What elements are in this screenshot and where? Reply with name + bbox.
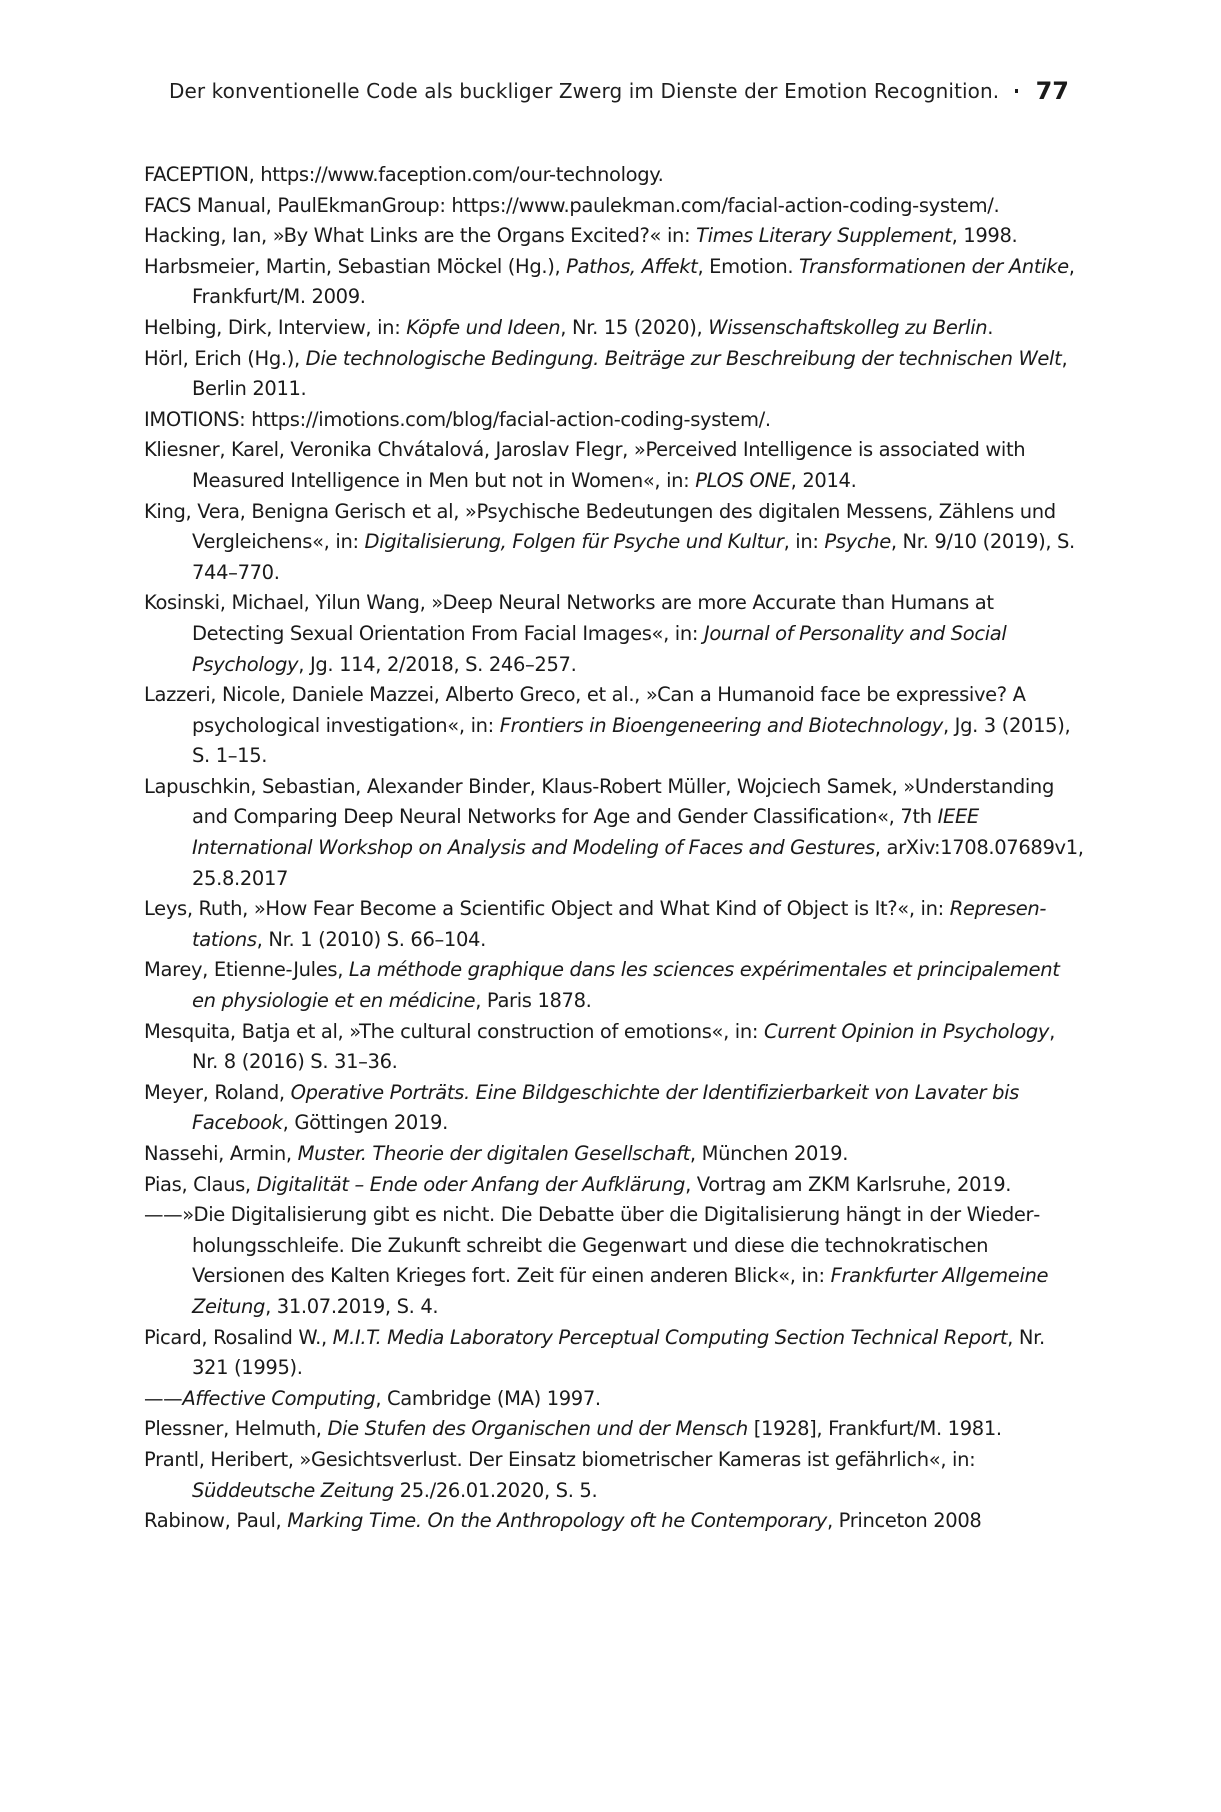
bibliography-entry (144, 1445, 1084, 1506)
entry-text: . (987, 315, 994, 339)
entry-title-italic: Journal of Personality and Social Psychology (192, 621, 1013, 676)
entry-text: , Cambridge (MA) 1997. (375, 1386, 601, 1410)
entry-title-italic: Köpfe und Ideen (406, 315, 561, 339)
entry-text: [1928], Frankfurt/M. 1981. (747, 1417, 1002, 1441)
entry-text: FACEPTION, https://www.faception.com/our-technology. (144, 163, 664, 186)
entry-text: , Jg. 3 (2015), S. 1–15. (192, 713, 1077, 768)
entry-title-italic: Current Opinion in Psychology (763, 1019, 1050, 1043)
entry-text: ——»Die Digitalisierung gibt es nicht. Die Debatte über die Digitalisierung hängt in der Wiederholungsschleife. Die Zukunft schreibt die Gegenwart und diese die technokratischen Versionen des Kalten Krieges fort. Zeit für einen anderen Blick«, in: (144, 1203, 1041, 1288)
entry-text: Mesquita, Batja et al, »The cultural construction of emotions«, in: (144, 1019, 764, 1043)
entry-text: , Nr. 1 (2010) S. 66–104. (256, 927, 486, 951)
entry-title-italic: M.I.T. Media Laboratory Perceptual Computing Section Technical Report (332, 1325, 1008, 1349)
entry-text: Marey, Etienne-Jules, (144, 958, 349, 982)
entry-text: King, Vera, Benigna Gerisch et al, »Psychische Bedeutungen des digitalen Messens, Zählens und Vergleichens«, in: (144, 499, 1062, 554)
entry-text: Lapuschkin, Sebastian, Alexander Binder, Klaus-Robert Müller, Wojciech Samek, »Understanding and Comparing Deep Neural Networks for Age and Gender Classification«, 7th (144, 774, 1060, 829)
entry-title-italic: Representations (192, 897, 1047, 951)
entry-text: , 31.07.2019, S. 4. (265, 1294, 439, 1318)
entry-title-italic: Times Literary Supplement (696, 224, 952, 248)
entry-title-italic: La méthode graphique dans les sciences expérimentales et principalement en physiologie et en médicine (192, 958, 1066, 1013)
bibliography-entry (144, 588, 1084, 680)
bibliography-entry (144, 894, 1084, 955)
entry-text: Hörl, Erich (Hg.), (144, 346, 306, 370)
entry-title-italic: Die technologische Bedingung. Beiträge zur Beschreibung der technischen Welt (305, 346, 1062, 370)
bibliography-entry (144, 435, 1084, 496)
entry-text: 25./26.01.2020, S. 5. (393, 1478, 598, 1502)
bibliography-entry (144, 497, 1084, 589)
entry-text: Harbsmeier, Martin, Sebastian Möckel (Hg.), (144, 254, 567, 278)
entry-text: Lazzeri, Nicole, Daniele Mazzei, Alberto Greco, et al., »Can a Humanoid face be expressive? A psychological investigation«, in: (144, 683, 1032, 737)
bibliography-entry (144, 1384, 1084, 1415)
entry-text: Helbing, Dirk, Interview, in: (144, 315, 407, 339)
bibliography-entry (144, 1139, 1084, 1170)
entry-title-italic: Marking Time. On the Anthropology oft he Contemporary (287, 1509, 827, 1533)
entry-title-italic: Digitalität – Ende oder Anfang der Aufklärung (256, 1172, 686, 1196)
entry-text: , Nr. 8 (2016) S. 31–36. (192, 1019, 1061, 1074)
entry-text: Plessner, Helmuth, (144, 1417, 328, 1441)
bibliography-entry (144, 160, 1084, 191)
bibliography-entry (144, 772, 1090, 894)
entry-title-italic: Wissenschaftskolleg zu Berlin (708, 315, 988, 339)
entry-text: , München 2019. (689, 1142, 849, 1165)
header-rule (1015, 89, 1017, 93)
entry-text: , in: (783, 530, 825, 554)
bibliography-entry (144, 1506, 1084, 1537)
entry-text: FACS Manual, PaulEkmanGroup: https://www.paulekman.com/facial-action-coding-system/. (144, 193, 1000, 217)
bibliography-entry (144, 1170, 1084, 1201)
entry-title-italic: Operative Porträts. Eine Bildgeschichte der Identifizierbarkeit von Lavater bis Facebook (192, 1080, 1025, 1135)
entry-title-italic: IEEE International Workshop on Analysis and Modeling of Faces and Gestures (192, 805, 985, 860)
bibliography-entry (144, 221, 1084, 252)
entry-title-italic: Muster. Theorie der digitalen Gesellschaft (297, 1142, 690, 1165)
entry-text: , Jg. 114, 2/2018, S. 246–257. (298, 652, 577, 676)
bibliography-entry (144, 955, 1084, 1016)
entry-title-italic: Psyche (824, 530, 891, 554)
running-title: Der konventionelle Code als buckliger Zwerg im Dienste der Emotion Recognition. (169, 79, 1000, 103)
entry-text: , 1998. (951, 224, 1018, 248)
entry-text: Prantl, Heribert, »Gesichtsverlust. Der Einsatz biometrischer Kameras ist gefährlich«, in: (144, 1447, 982, 1471)
bibliography-entry (144, 680, 1084, 772)
entry-text: , Emotion. (697, 254, 800, 278)
entry-title-italic: Digitalisierung, Folgen für Psyche und Kultur (364, 530, 784, 554)
entry-text: Picard, Rosalind W., (144, 1325, 333, 1349)
running-head (169, 75, 1069, 107)
entry-text: , Paris 1878. (475, 989, 592, 1013)
entry-text: , arXiv:1708.07689v1, 25.8.2017 (192, 836, 1090, 890)
entry-text: , 2014. (790, 468, 857, 492)
bibliography-entry (144, 1200, 1084, 1322)
bibliography-list (144, 160, 1090, 1537)
entry-text: , Frankfurt/M. 2009. (192, 254, 1081, 309)
bibliography-entry (144, 405, 1084, 436)
entry-title-italic: Affective Computing (182, 1386, 376, 1410)
entry-text: Nassehi, Armin, (144, 1142, 298, 1165)
entry-text: Pias, Claus, (144, 1172, 257, 1196)
entry-text: Kliesner, Karel, Veronika Chvátalová, Jaroslav Flegr, »Perceived Intelligence is associated with Measured Intelligence in Men but not in Women«, in: (144, 438, 1032, 492)
entry-text: Kosinski, Michael, Yilun Wang, »Deep Neural Networks are more Accurate than Humans at Detecting Sexual Orientation From Facial Images«, in: (144, 591, 1000, 645)
entry-text: Meyer, Roland, (144, 1080, 291, 1104)
bibliography-entry (144, 1078, 1084, 1139)
entry-title-italic: Frontiers in Bioengeneering and Biotechnology (499, 713, 943, 737)
page-number: 77 (1035, 77, 1069, 105)
entry-text: Rabinow, Paul, (144, 1509, 288, 1533)
bibliography-entry (144, 1323, 1084, 1384)
entry-text: , Nr. 15 (2020), (560, 315, 709, 339)
entry-text: —— (144, 1386, 183, 1410)
entry-text: Leys, Ruth, »How Fear Become a Scientific Object and What Kind of Object is It?«, in: (144, 897, 950, 921)
bibliography-entry (144, 1017, 1084, 1078)
entry-text: , Nr. 321 (1995). (192, 1325, 1051, 1380)
entry-text: , Berlin 2011. (192, 346, 1074, 401)
entry-text: , Vortrag am ZKM Karlsruhe, 2019. (685, 1172, 1012, 1196)
entry-title-italic: Transformationen der Antike (799, 254, 1069, 278)
bibliography-entry (144, 344, 1084, 405)
entry-title-italic: Pathos, Affekt (566, 254, 698, 278)
bibliography-entry (144, 191, 1084, 222)
entry-text: Hacking, Ian, »By What Links are the Organs Excited?« in: (144, 224, 697, 248)
entry-text: , Princeton 2008 (826, 1509, 982, 1533)
entry-text: , Nr. 9/10 (2019), S. 744–770. (192, 530, 1081, 584)
entry-title-italic: Frankfurter Allgemeine Zeitung (192, 1264, 1055, 1318)
entry-title-italic: Süddeutsche Zeitung (192, 1478, 394, 1502)
bibliography-entry (144, 313, 1084, 344)
entry-text: , Göttingen 2019. (282, 1111, 448, 1135)
bibliography-entry (144, 252, 1084, 313)
entry-text: IMOTIONS: https://imotions.com/blog/facial-action-coding-system/. (144, 407, 771, 431)
entry-title-italic: PLOS ONE (695, 468, 791, 492)
entry-title-italic: Die Stufen des Organischen und der Mensch (327, 1417, 748, 1441)
bibliography-entry (144, 1414, 1084, 1445)
